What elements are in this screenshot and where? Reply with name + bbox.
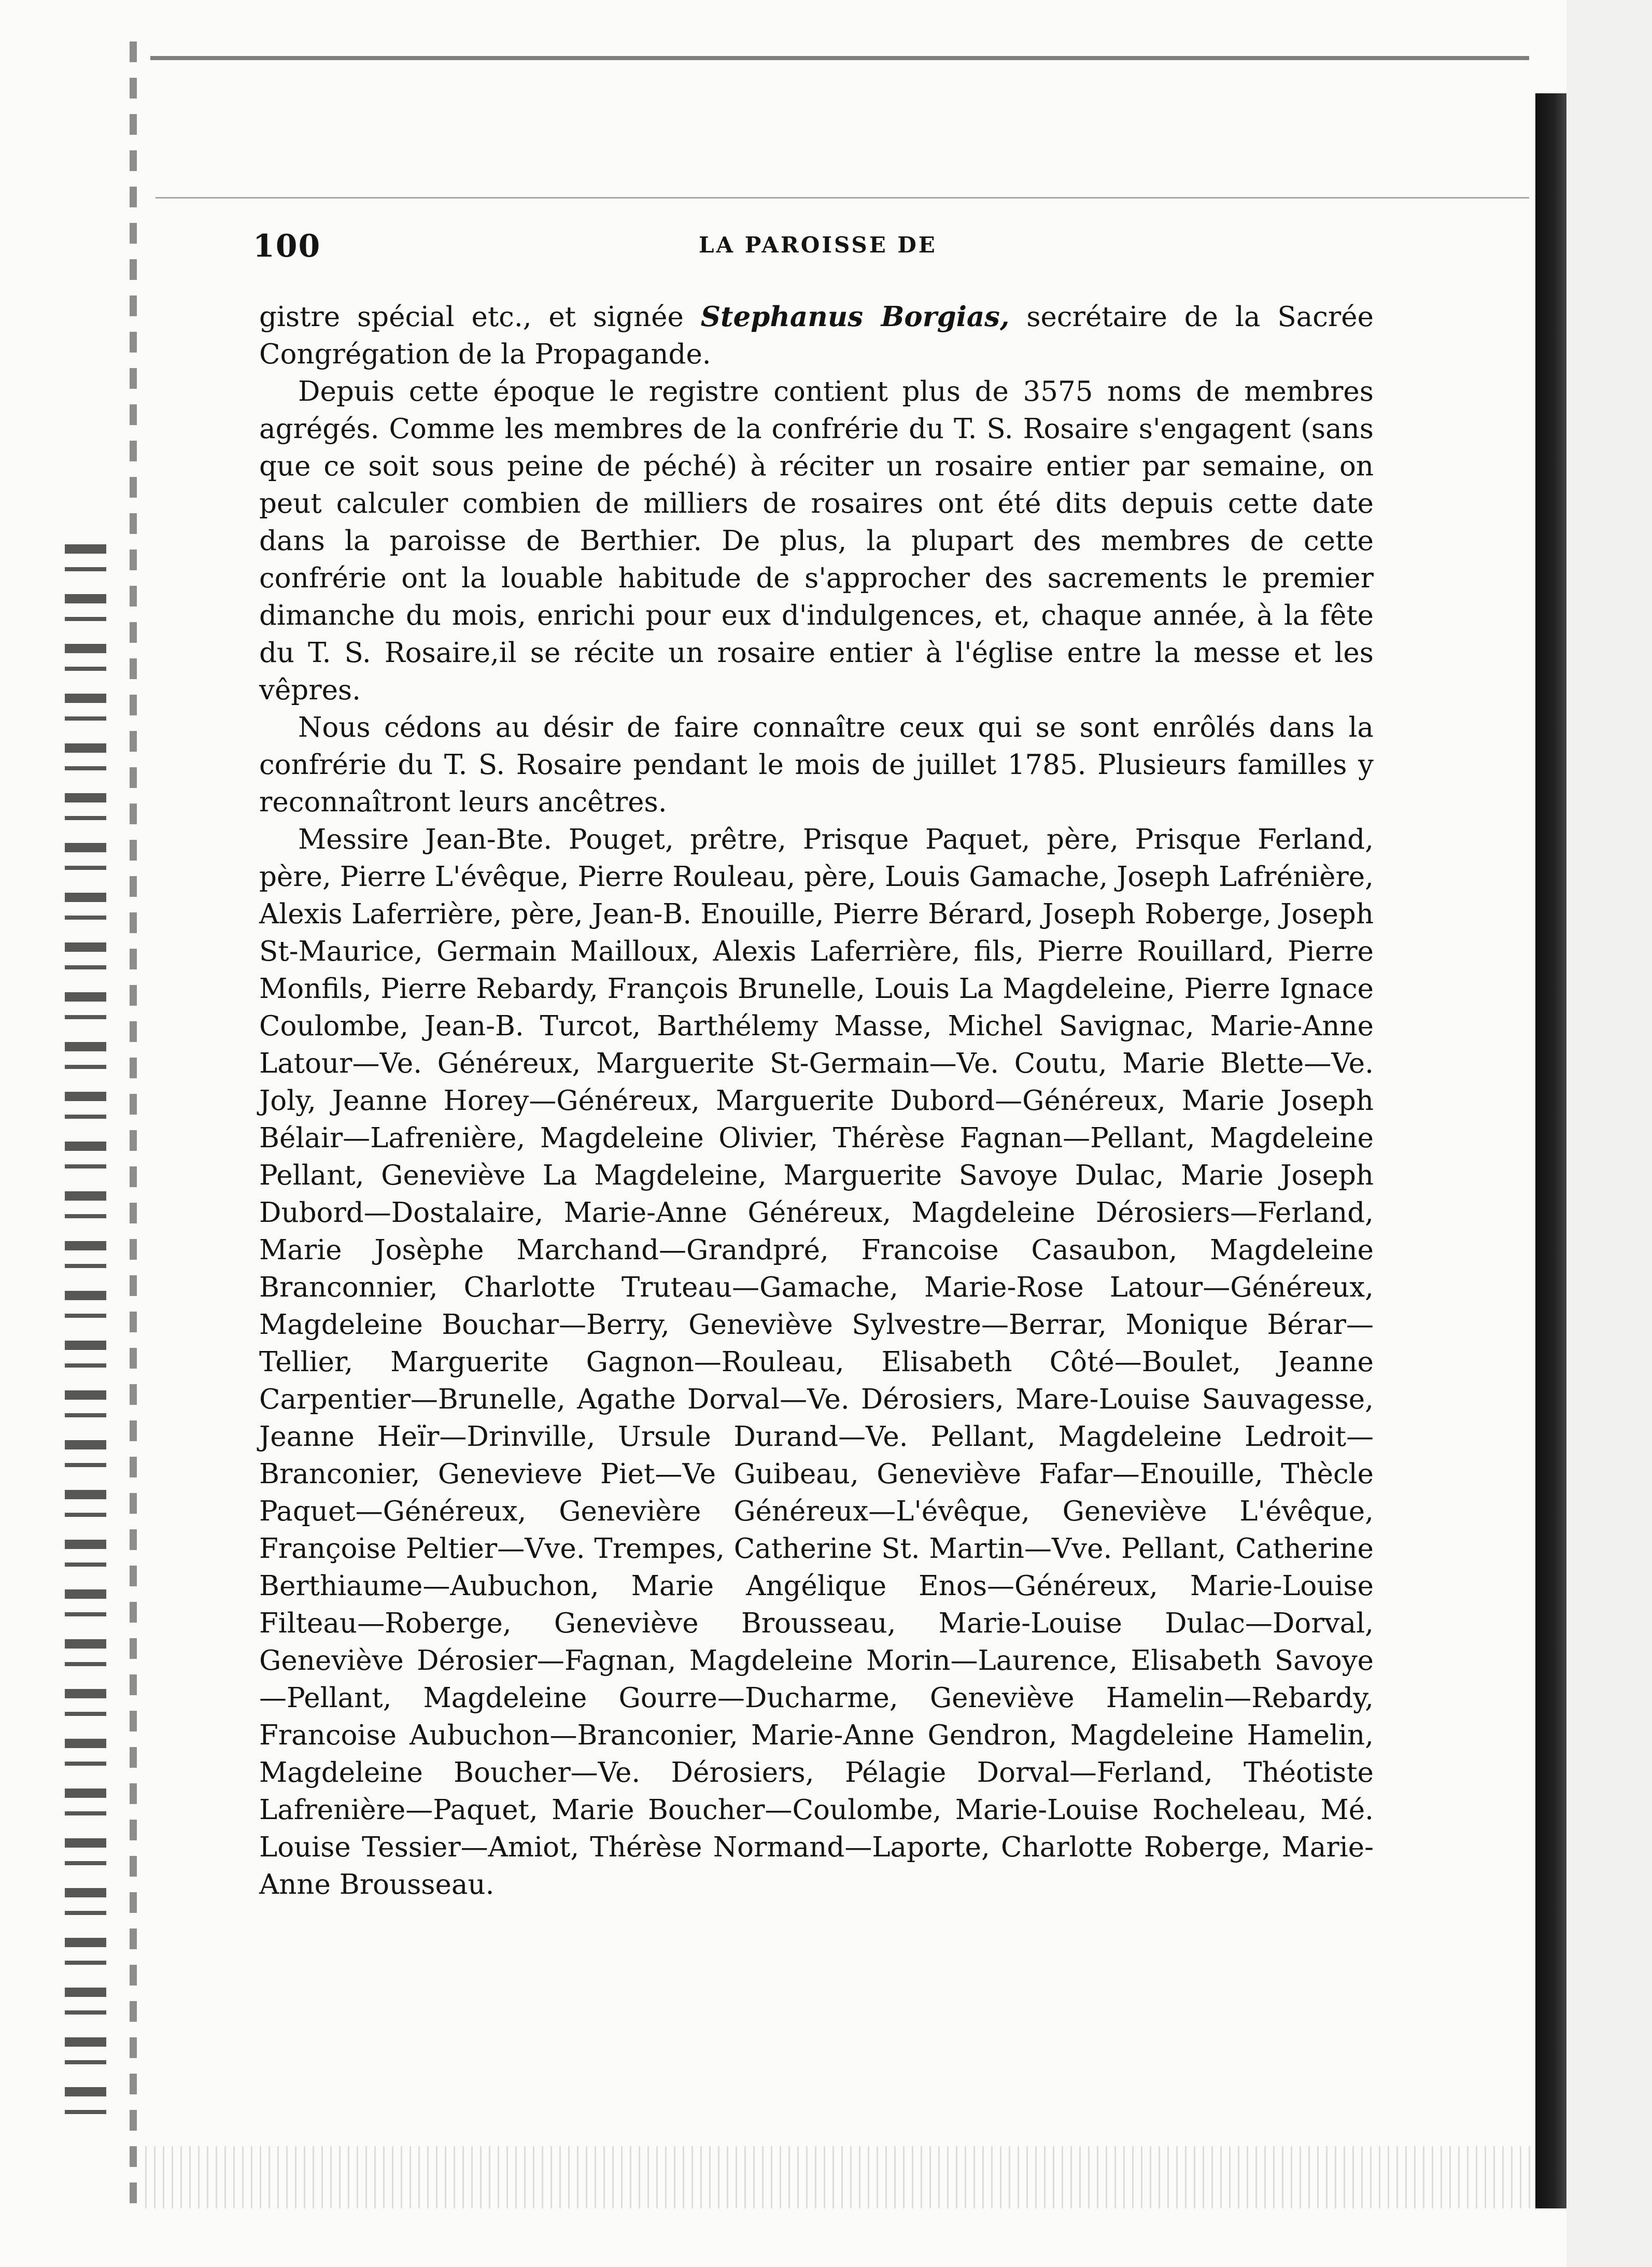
scan-right-margin [1566, 0, 1652, 2267]
body-text [259, 298, 1374, 1904]
signature-name: Stephanus Borgias, [700, 301, 1010, 333]
paragraph-member-list: Messire Jean-Bte. Pouget, prêtre, Prisque Paquet, père, Prisque Ferland, père, Pierre L'évêque, Pierre Rouleau, père, Louis Gamache, Joseph Lafrénière, Alexis Laferrière, père, Jean-B. Enouille, Pierre Bérard, Joseph Roberge, Joseph St-Maurice, Germain Mailloux, Alexis Laferrière, fils, Pierre Rouillard, Pierre Monfils, Pierre Rebardy, François Brunelle, Louis La Magdeleine, Pierre Ignace Coulombe, Jean-B. Turcot, Barthélemy Masse, Michel Savignac, Marie-Anne Latour—Ve. Généreux, Marguerite St-Germain—Ve. Coutu, Marie Blette—Ve. Joly, Jeanne Horey—Généreux, Marguerite Dubord—Généreux, Marie Joseph Bélair—Lafrenière, Magdeleine Olivier, Thérèse Fagnan—Pellant, Magdeleine Pellant, Geneviève La Magdeleine, Marguerite Savoye Dulac, Marie Joseph Dubord—Dostalaire, Marie-Anne Généreux, Magdeleine Dérosiers—Ferland, Marie Josèphe Marchand—Grandpré, Francoise Casaubon, Magdeleine Branconnier, Charlotte Truteau—Gamache, Marie-Rose Latour—Généreux, Magdeleine Bouchar—Berry, Geneviève Sylvestre—Berrar, Monique Bérar—Tellier, Marguerite Gagnon—Rouleau, Elisabeth Côté—Boulet, Jeanne Carpentier—Brunelle, Agathe Dorval—Ve. Dérosiers, Mare-Louise Sauvagesse, Jeanne Heïr—Drinville, Ursule Durand—Ve. Pellant, Magdeleine Ledroit—Branconier, Genevieve Piet—Ve Guibeau, Geneviève Fafar—Enouille, Thècle Paquet—Généreux, Genevière Généreux—L'évêque, Geneviève L'évêque, Françoise Peltier—Vve. Trempes, Catherine St. Martin—Vve. Pellant, Catherine Berthiaume—Aubuchon, Marie Angélique Enos—Généreux, Marie-Louise Filteau—Roberge, Geneviève Brousseau, Marie-Louise Dulac—Dorval, Geneviève Dérosier—Fagnan, Magdeleine Morin—Laurence, Elisabeth Savoye—Pellant, Magdeleine Gourre—Ducharme, Geneviève Hamelin—Rebardy, Francoise Aubuchon—Branconier, Marie-Anne Gendron, Magdeleine Hamelin, Magdeleine Boucher—Ve. Dérosiers, Pélagie Dorval—Ferland, Théotiste Lafrenière—Paquet, Marie Boucher—Coulombe, Marie-Louise Rocheleau, Mé. Louise Tessier—Amiot, Thérèse Normand—Laporte, Charlotte Roberge, Marie-Anne Brousseau. [259, 824, 1374, 1900]
scan-binding-edge [130, 41, 137, 2219]
running-title: LA PAROISSE DE [699, 232, 937, 258]
paragraph-1-post: secrétaire de la Sacrée Congrégation de la Propagande. [259, 301, 1374, 370]
scan-header-rule [156, 197, 1529, 199]
scan-left-marks [65, 544, 106, 2125]
paragraph-enrolement: Nous cédons au désir de faire connaître ceux qui se sont enrôlés dans la confrérie du T. S. Rosaire pendant le mois de juillet 1785. Plusieurs familles y reconnaîtront leurs ancêtres. [259, 712, 1374, 818]
page-header [253, 228, 1393, 275]
paragraph-continuation [259, 298, 1374, 373]
scan-top-rule [150, 56, 1529, 60]
paragraph-registre: Depuis cette époque le registre contient plus de 3575 noms de membres agrégés. Comme les membres de la confrérie du T. S. Rosaire s'engagent (sans que ce soit sous peine de péché) à réciter un rosaire entier par semaine, on peut calculer combien de milliers de rosaires ont été dits depuis cette date dans la paroisse de Berthier. De plus, la plupart des membres de cette confrérie ont la louable habitude de s'approcher des sacrements le premier dimanche du mois, enrichi pour eux d'indulgences, et, chaque année, à la fête du T. S. Rosaire,il se récite un rosaire entier à l'église entre la messe et les vêpres. [259, 376, 1374, 706]
paragraph-1-pre: gistre spécial etc., et signée [259, 301, 701, 333]
scan-bottom-noise [145, 2146, 1534, 2208]
page-number: 100 [253, 228, 321, 264]
scan-page-edge-shadow [1535, 93, 1566, 2208]
